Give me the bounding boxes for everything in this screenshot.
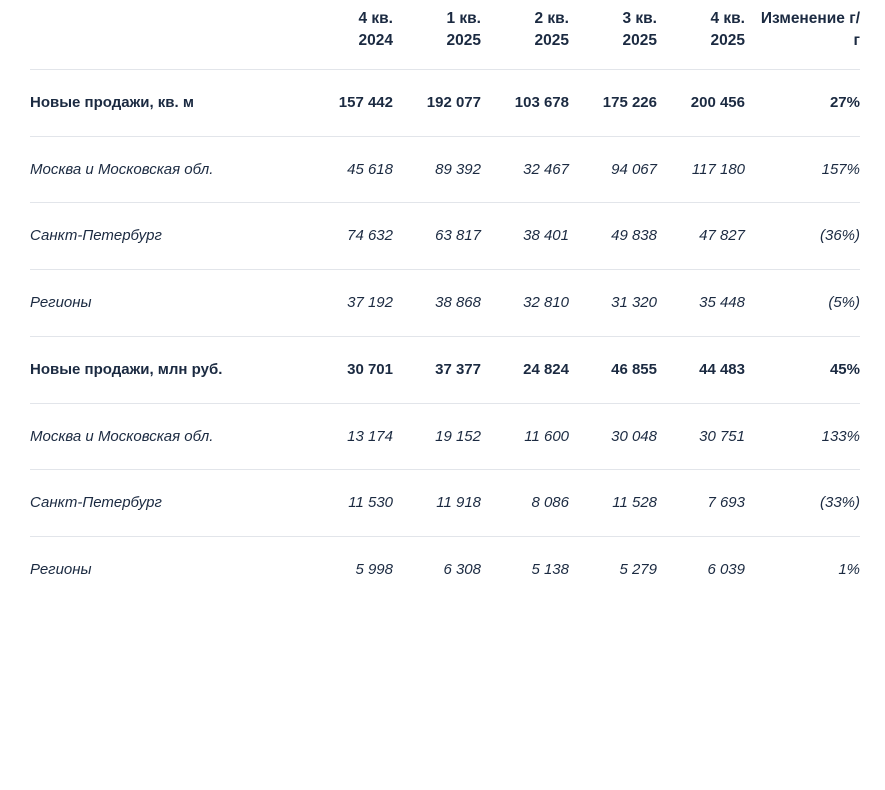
cell-value: 157 442 <box>305 69 393 136</box>
cell-value: 94 067 <box>569 136 657 203</box>
cell-value: 32 467 <box>481 136 569 203</box>
column-header-q1-2025 <box>393 0 481 69</box>
cell-value: 30 701 <box>305 336 393 403</box>
cell-value: 200 456 <box>657 69 745 136</box>
cell-value: 103 678 <box>481 69 569 136</box>
table-header-row <box>30 0 860 69</box>
column-header-change-yoy <box>745 0 860 69</box>
column-header-line: 4 кв. <box>710 10 745 27</box>
cell-value: 6 308 <box>393 537 481 603</box>
table-row <box>30 537 860 603</box>
cell-value: 44 483 <box>657 336 745 403</box>
row-label: Санкт-Петербург <box>30 470 305 537</box>
column-header-q4-2024 <box>305 0 393 69</box>
column-header-q4-2025 <box>657 0 745 69</box>
column-header-line: 4 кв. <box>358 10 393 27</box>
row-label: Санкт-Петербург <box>30 203 305 270</box>
cell-change: 27% <box>745 69 860 136</box>
row-label: Регионы <box>30 270 305 337</box>
row-label: Новые продажи, млн руб. <box>30 336 305 403</box>
column-header-q2-2025 <box>481 0 569 69</box>
cell-value: 30 048 <box>569 403 657 470</box>
cell-value: 63 817 <box>393 203 481 270</box>
cell-change: 157% <box>745 136 860 203</box>
row-label: Москва и Московская обл. <box>30 403 305 470</box>
cell-value: 7 693 <box>657 470 745 537</box>
row-label: Москва и Московская обл. <box>30 136 305 203</box>
cell-change: 1% <box>745 537 860 603</box>
cell-value: 5 279 <box>569 537 657 603</box>
column-header-line: 1 кв. <box>446 10 481 27</box>
cell-value: 89 392 <box>393 136 481 203</box>
sales-results-table <box>30 0 860 603</box>
cell-value: 8 086 <box>481 470 569 537</box>
column-header-line: 2025 <box>710 32 745 50</box>
column-header-line: 2024 <box>358 32 393 50</box>
table-row <box>30 336 860 403</box>
column-header-q3-2025 <box>569 0 657 69</box>
cell-value: 31 320 <box>569 270 657 337</box>
cell-value: 175 226 <box>569 69 657 136</box>
column-header-line: Изменение г/ <box>760 10 860 27</box>
cell-value: 19 152 <box>393 403 481 470</box>
cell-value: 117 180 <box>657 136 745 203</box>
cell-change: (5%) <box>745 270 860 337</box>
table-header <box>30 0 860 69</box>
column-header-line: 2025 <box>534 32 569 50</box>
cell-value: 11 600 <box>481 403 569 470</box>
cell-value: 74 632 <box>305 203 393 270</box>
table-row <box>30 136 860 203</box>
table-body <box>30 69 860 603</box>
cell-change: 133% <box>745 403 860 470</box>
column-header-line: 3 кв. <box>622 10 657 27</box>
table-row <box>30 470 860 537</box>
column-header-line: 2025 <box>622 32 657 50</box>
cell-value: 35 448 <box>657 270 745 337</box>
cell-value: 24 824 <box>481 336 569 403</box>
table-row <box>30 403 860 470</box>
cell-value: 5 998 <box>305 537 393 603</box>
cell-value: 11 528 <box>569 470 657 537</box>
cell-value: 11 530 <box>305 470 393 537</box>
cell-value: 192 077 <box>393 69 481 136</box>
column-header-line: 2 кв. <box>534 10 569 27</box>
cell-value: 5 138 <box>481 537 569 603</box>
cell-value: 46 855 <box>569 336 657 403</box>
row-label: Регионы <box>30 537 305 603</box>
column-header-line: 2025 <box>446 32 481 50</box>
cell-value: 32 810 <box>481 270 569 337</box>
table-row <box>30 203 860 270</box>
cell-value: 37 192 <box>305 270 393 337</box>
cell-value: 38 868 <box>393 270 481 337</box>
cell-change: 45% <box>745 336 860 403</box>
cell-value: 30 751 <box>657 403 745 470</box>
column-header-label <box>30 0 305 69</box>
table-row <box>30 270 860 337</box>
cell-change: (33%) <box>745 470 860 537</box>
cell-value: 13 174 <box>305 403 393 470</box>
column-header-line: г <box>853 32 860 50</box>
cell-value: 47 827 <box>657 203 745 270</box>
cell-change: (36%) <box>745 203 860 270</box>
cell-value: 45 618 <box>305 136 393 203</box>
cell-value: 11 918 <box>393 470 481 537</box>
cell-value: 49 838 <box>569 203 657 270</box>
row-label: Новые продажи, кв. м <box>30 69 305 136</box>
table-row <box>30 69 860 136</box>
cell-value: 38 401 <box>481 203 569 270</box>
cell-value: 37 377 <box>393 336 481 403</box>
cell-value: 6 039 <box>657 537 745 603</box>
